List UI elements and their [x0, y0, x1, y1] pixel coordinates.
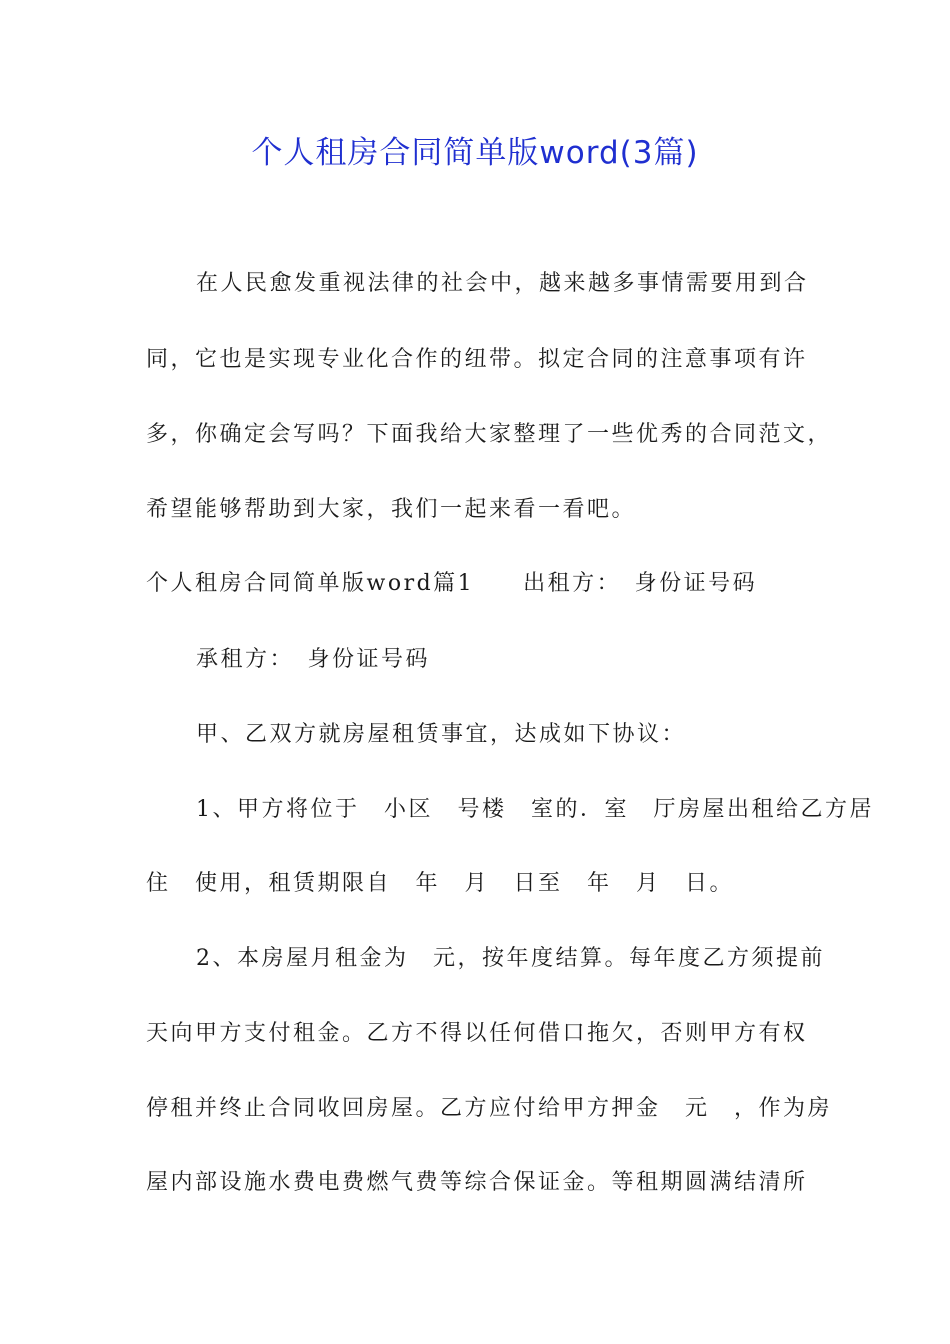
clause-2-line-3: 停租并终止合同收回房屋。乙方应付给甲方押金 元 ，作为房 [146, 1096, 833, 1121]
paragraph-line-4: 希望能够帮助到大家，我们一起来看一看吧。 [146, 497, 637, 522]
paragraph-line-1: 在人民愈发重视法律的社会中，越来越多事情需要用到合 [196, 271, 809, 296]
clause-1-line-2: 住 使用，租赁期限自 年 月 日至 年 月 日。 [146, 871, 735, 896]
paragraph-line-3: 多，你确定会写吗？下面我给大家整理了一些优秀的合同范文， [146, 422, 833, 447]
clause-2-line-2: 天向甲方支付租金。乙方不得以任何借口拖欠，否则甲方有权 [146, 1021, 808, 1046]
clause-2-line-4: 屋内部设施水费电费燃气费等综合保证金。等租期圆满结清所 [146, 1170, 808, 1195]
paragraph-line-2: 同，它也是实现专业化合作的纽带。拟定合同的注意事项有许 [146, 347, 808, 372]
clause-2-line-1: 2、本房屋月租金为 元，按年度结算。每年度乙方须提前 [196, 946, 825, 971]
tenant-line: 承租方： 身份证号码 [196, 647, 431, 672]
agreement-intro-line: 甲、乙双方就房屋租赁事宜，达成如下协议： [196, 722, 687, 747]
document-title: 个人租房合同简单版word(3篇) [251, 135, 699, 171]
clause-1-line-1: 1、甲方将位于 小区 号楼 室的．室 厅房屋出租给乙方居 [196, 797, 874, 822]
section-heading-line: 个人租房合同简单版word篇1 出租方： 身份证号码 [146, 571, 758, 596]
